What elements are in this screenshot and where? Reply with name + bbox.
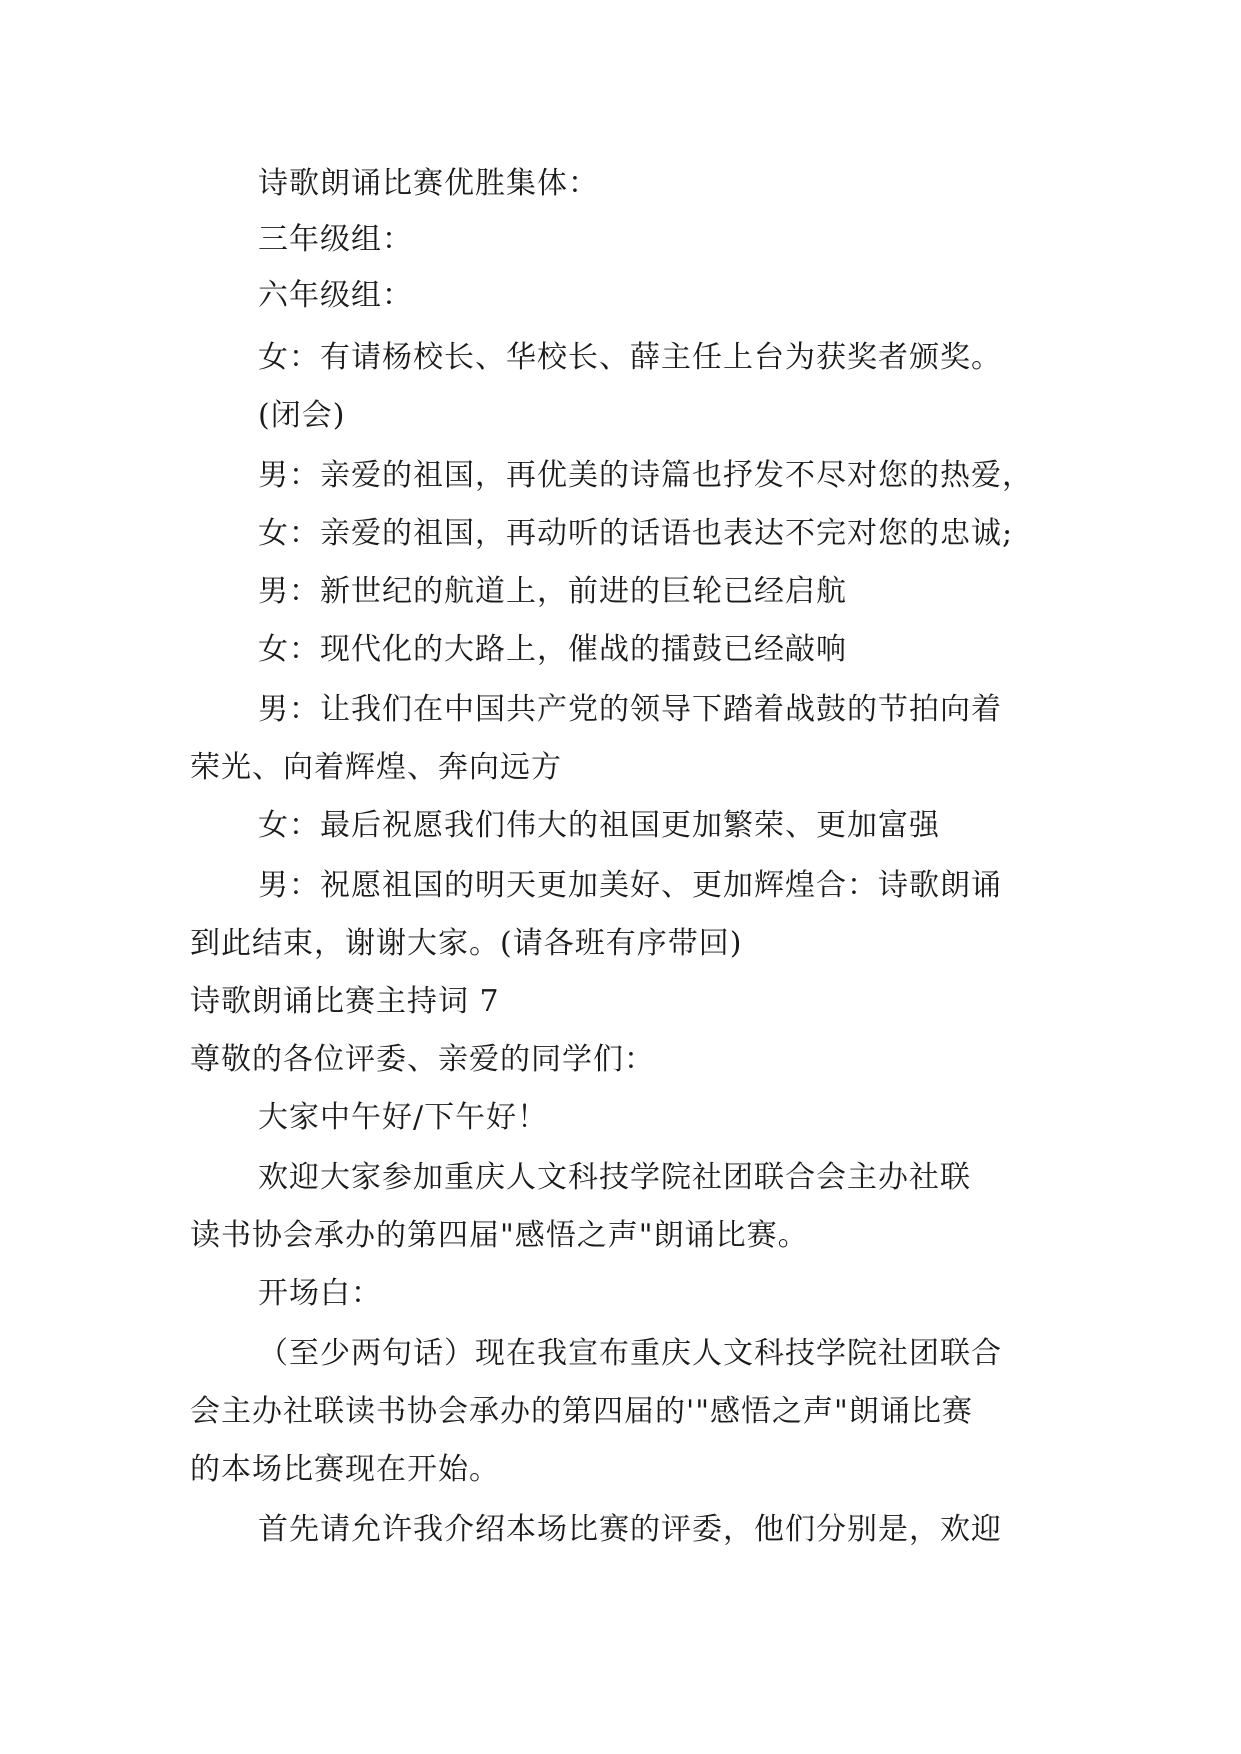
text-line: 首先请允许我介绍本场比赛的评委，他们分别是，欢迎 xyxy=(258,1512,1002,1547)
section-title: 诗歌朗诵比赛主持词 7 xyxy=(190,984,500,1019)
text-line: 的本场比赛现在开始。 xyxy=(190,1452,500,1487)
text-line: 大家中午好/下午好！ xyxy=(258,1100,549,1135)
text-line: 六年级组： xyxy=(258,278,413,313)
text-line: 男：祝愿祖国的明天更加美好、更加辉煌合：诗歌朗诵 xyxy=(258,868,1002,903)
text-line: 男：让我们在中国共产党的领导下踏着战鼓的节拍向着 xyxy=(258,692,1002,727)
text-line: 女：最后祝愿我们伟大的祖国更加繁荣、更加富强 xyxy=(258,808,940,843)
text-line: 女：现代化的大路上，催战的擂鼓已经敲响 xyxy=(258,632,847,667)
text-line: 欢迎大家参加重庆人文科技学院社团联合会主办社联 xyxy=(258,1160,971,1195)
text-line: 男：亲爱的祖国，再优美的诗篇也抒发不尽对您的热爱， xyxy=(258,458,1033,493)
text-line: 诗歌朗诵比赛优胜集体： xyxy=(258,166,599,201)
text-line: 男：新世纪的航道上，前进的巨轮已经启航 xyxy=(258,574,847,609)
text-line: 会主办社联读书协会承办的第四届的'"感悟之声"朗诵比赛 xyxy=(190,1394,973,1429)
text-line: 女：有请杨校长、华校长、薛主任上台为获奖者颁奖。 xyxy=(258,340,1002,375)
text-line: 女：亲爱的祖国，再动听的话语也表达不完对您的忠诚; xyxy=(258,516,1014,551)
text-line: (闭会) xyxy=(258,398,346,433)
text-line: 到此结束，谢谢大家。(请各班有序带回) xyxy=(190,926,743,961)
text-line: 读书协会承办的第四届"感悟之声"朗诵比赛。 xyxy=(190,1218,809,1253)
text-line: 尊敬的各位评委、亲爱的同学们： xyxy=(190,1042,655,1077)
text-line: （至少两句话）现在我宣布重庆人文科技学院社团联合 xyxy=(258,1336,1002,1371)
text-line: 三年级组： xyxy=(258,222,413,257)
text-line: 荣光、向着辉煌、奔向远方 xyxy=(190,750,562,785)
text-line: 开场白： xyxy=(258,1276,382,1311)
